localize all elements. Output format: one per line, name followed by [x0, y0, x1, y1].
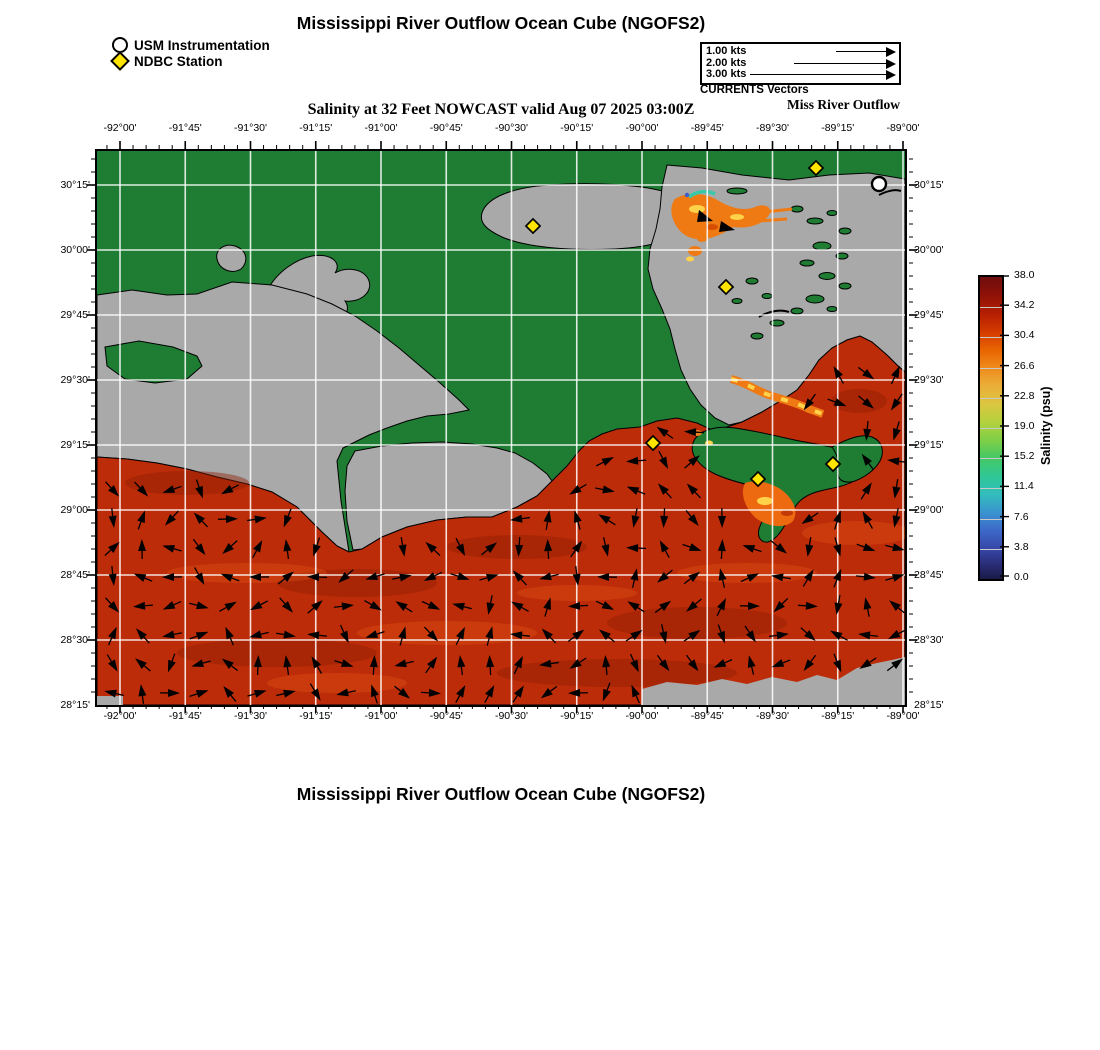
lon-tick-label: -90°30' — [494, 710, 529, 722]
lon-tick-label: -92°00' — [103, 710, 137, 722]
lon-tick-label: -92°00' — [103, 122, 137, 134]
usm-station-marker — [872, 177, 886, 191]
lon-tick-label: -91°15' — [299, 710, 333, 722]
ndbc-legend-label: NDBC Station — [134, 53, 223, 69]
colorbar-gridline — [980, 549, 1002, 550]
bottom-title: Mississippi River Outflow Ocean Cube (NGOFS2) — [296, 784, 706, 804]
ndbc-diamond-icon — [110, 51, 130, 71]
lon-tick-label: -91°00' — [364, 710, 398, 722]
lat-tick-label: 29°45' — [914, 309, 944, 321]
vector-legend-arrow-head — [886, 59, 896, 69]
colorbar-gridline — [980, 337, 1002, 338]
colorbar-tick-label: 22.8 — [1014, 389, 1035, 402]
top-axis-ticks — [97, 139, 905, 149]
marker-legend — [112, 37, 270, 69]
lon-tick-label: -89°30' — [755, 122, 790, 134]
vector-legend-arrow-head — [886, 47, 896, 57]
lat-tick-label: 28°30' — [60, 634, 90, 646]
lat-tick-label: 29°45' — [60, 309, 90, 321]
lon-tick-label: -90°15' — [560, 710, 594, 722]
lat-tick-label: 30°15' — [60, 179, 90, 191]
lat-tick-label: 29°30' — [914, 374, 944, 386]
lon-tick-label: -89°30' — [755, 710, 790, 722]
page-title: Mississippi River Outflow Ocean Cube (NGOFS2) — [296, 13, 706, 33]
colorbar-tick-label: 34.2 — [1014, 299, 1035, 312]
lat-tick-label: 30°00' — [914, 244, 944, 256]
lon-tick-label: -89°00' — [886, 122, 920, 134]
lat-tick-label: 30°00' — [60, 244, 90, 256]
lat-tick-label: 28°30' — [914, 634, 944, 646]
colorbar-tick-label: 26.6 — [1014, 359, 1035, 372]
lon-tick-label: -90°45' — [429, 122, 463, 134]
corner-label: Miss River Outflow — [787, 97, 900, 112]
colorbar-tick-label: 7.6 — [1014, 510, 1029, 523]
vector-legend-arrow-line — [750, 74, 886, 75]
lon-tick-label: -89°15' — [821, 710, 855, 722]
usm-legend-label: USM Instrumentation — [134, 37, 270, 53]
lon-tick-label: -90°30' — [494, 122, 529, 134]
lon-tick-label: -90°45' — [429, 710, 463, 722]
colorbar-tick-label: 11.4 — [1014, 480, 1034, 493]
lat-tick-label: 28°15' — [914, 699, 944, 711]
lon-tick-label: -89°00' — [886, 710, 920, 722]
lat-tick-label: 28°45' — [60, 569, 90, 581]
lon-tick-label: -89°45' — [690, 710, 724, 722]
vector-legend-label: 1.00 kts — [706, 45, 747, 57]
lat-tick-label: 30°15' — [914, 179, 944, 191]
colorbar-gridline — [980, 458, 1002, 459]
lon-tick-label: -90°15' — [560, 122, 594, 134]
currents-vector-caption: CURRENTS Vectors — [700, 84, 809, 96]
colorbar-gridline — [980, 368, 1002, 369]
lon-tick-label: -91°15' — [299, 122, 333, 134]
lon-tick-label: -91°30' — [233, 710, 268, 722]
colorbar-title: Salinity (psu) — [1039, 386, 1053, 466]
colorbar-tick-label: 38.0 — [1014, 269, 1035, 281]
colorbar-tick-label: 30.4 — [1014, 329, 1035, 342]
ndbc-legend-row — [112, 53, 270, 69]
vector-legend-row — [702, 69, 899, 81]
left-axis-ticks — [85, 151, 95, 705]
vector-legend-arrow-line — [836, 51, 886, 52]
map-canvas — [97, 151, 905, 705]
colorbar-gridline — [980, 488, 1002, 489]
map-subtitle: Salinity at 32 Feet NOWCAST valid Aug 07 2025 03:00Z — [307, 101, 695, 118]
lat-tick-label: 29°00' — [60, 504, 90, 516]
vector-legend-arrow-head — [886, 70, 896, 80]
colorbar-gridline — [980, 307, 1002, 308]
lat-tick-label: 28°45' — [914, 569, 944, 581]
vector-legend-label: 3.00 kts — [706, 68, 747, 80]
colorbar-tick-label: 19.0 — [1014, 420, 1035, 432]
lon-tick-label: -91°45' — [168, 122, 202, 134]
colorbar-gridline — [980, 398, 1002, 399]
right-axis-ticks — [909, 151, 919, 705]
currents-vector-legend-box — [700, 42, 901, 85]
lat-tick-label: 29°30' — [60, 374, 90, 386]
lon-tick-label: -91°45' — [168, 710, 202, 722]
lon-tick-label: -89°15' — [821, 122, 855, 134]
colorbar-ticks — [1000, 275, 1010, 578]
map-panel — [95, 149, 907, 707]
lat-tick-label: 28°15' — [60, 699, 90, 711]
lon-tick-label: -91°00' — [364, 122, 398, 134]
lon-tick-label: -90°00' — [625, 710, 659, 722]
vector-legend-label: 2.00 kts — [706, 56, 747, 69]
lat-tick-label: 29°15' — [914, 439, 944, 451]
colorbar-gridline — [980, 428, 1002, 429]
colorbar-tick-label: 15.2 — [1014, 450, 1035, 463]
vector-legend-arrow-line — [794, 63, 886, 64]
lon-tick-label: -90°00' — [625, 122, 659, 134]
lon-tick-label: -91°30' — [233, 122, 268, 134]
lon-tick-label: -89°45' — [690, 122, 724, 134]
lat-tick-label: 29°00' — [914, 504, 944, 516]
colorbar-tick-label: 0.0 — [1014, 571, 1029, 583]
colorbar-gridline — [980, 519, 1002, 520]
colorbar-tick-label: 3.8 — [1014, 540, 1029, 553]
vector-legend-row — [702, 46, 899, 58]
usm-legend-row — [112, 37, 270, 53]
lat-tick-label: 29°15' — [60, 439, 90, 451]
